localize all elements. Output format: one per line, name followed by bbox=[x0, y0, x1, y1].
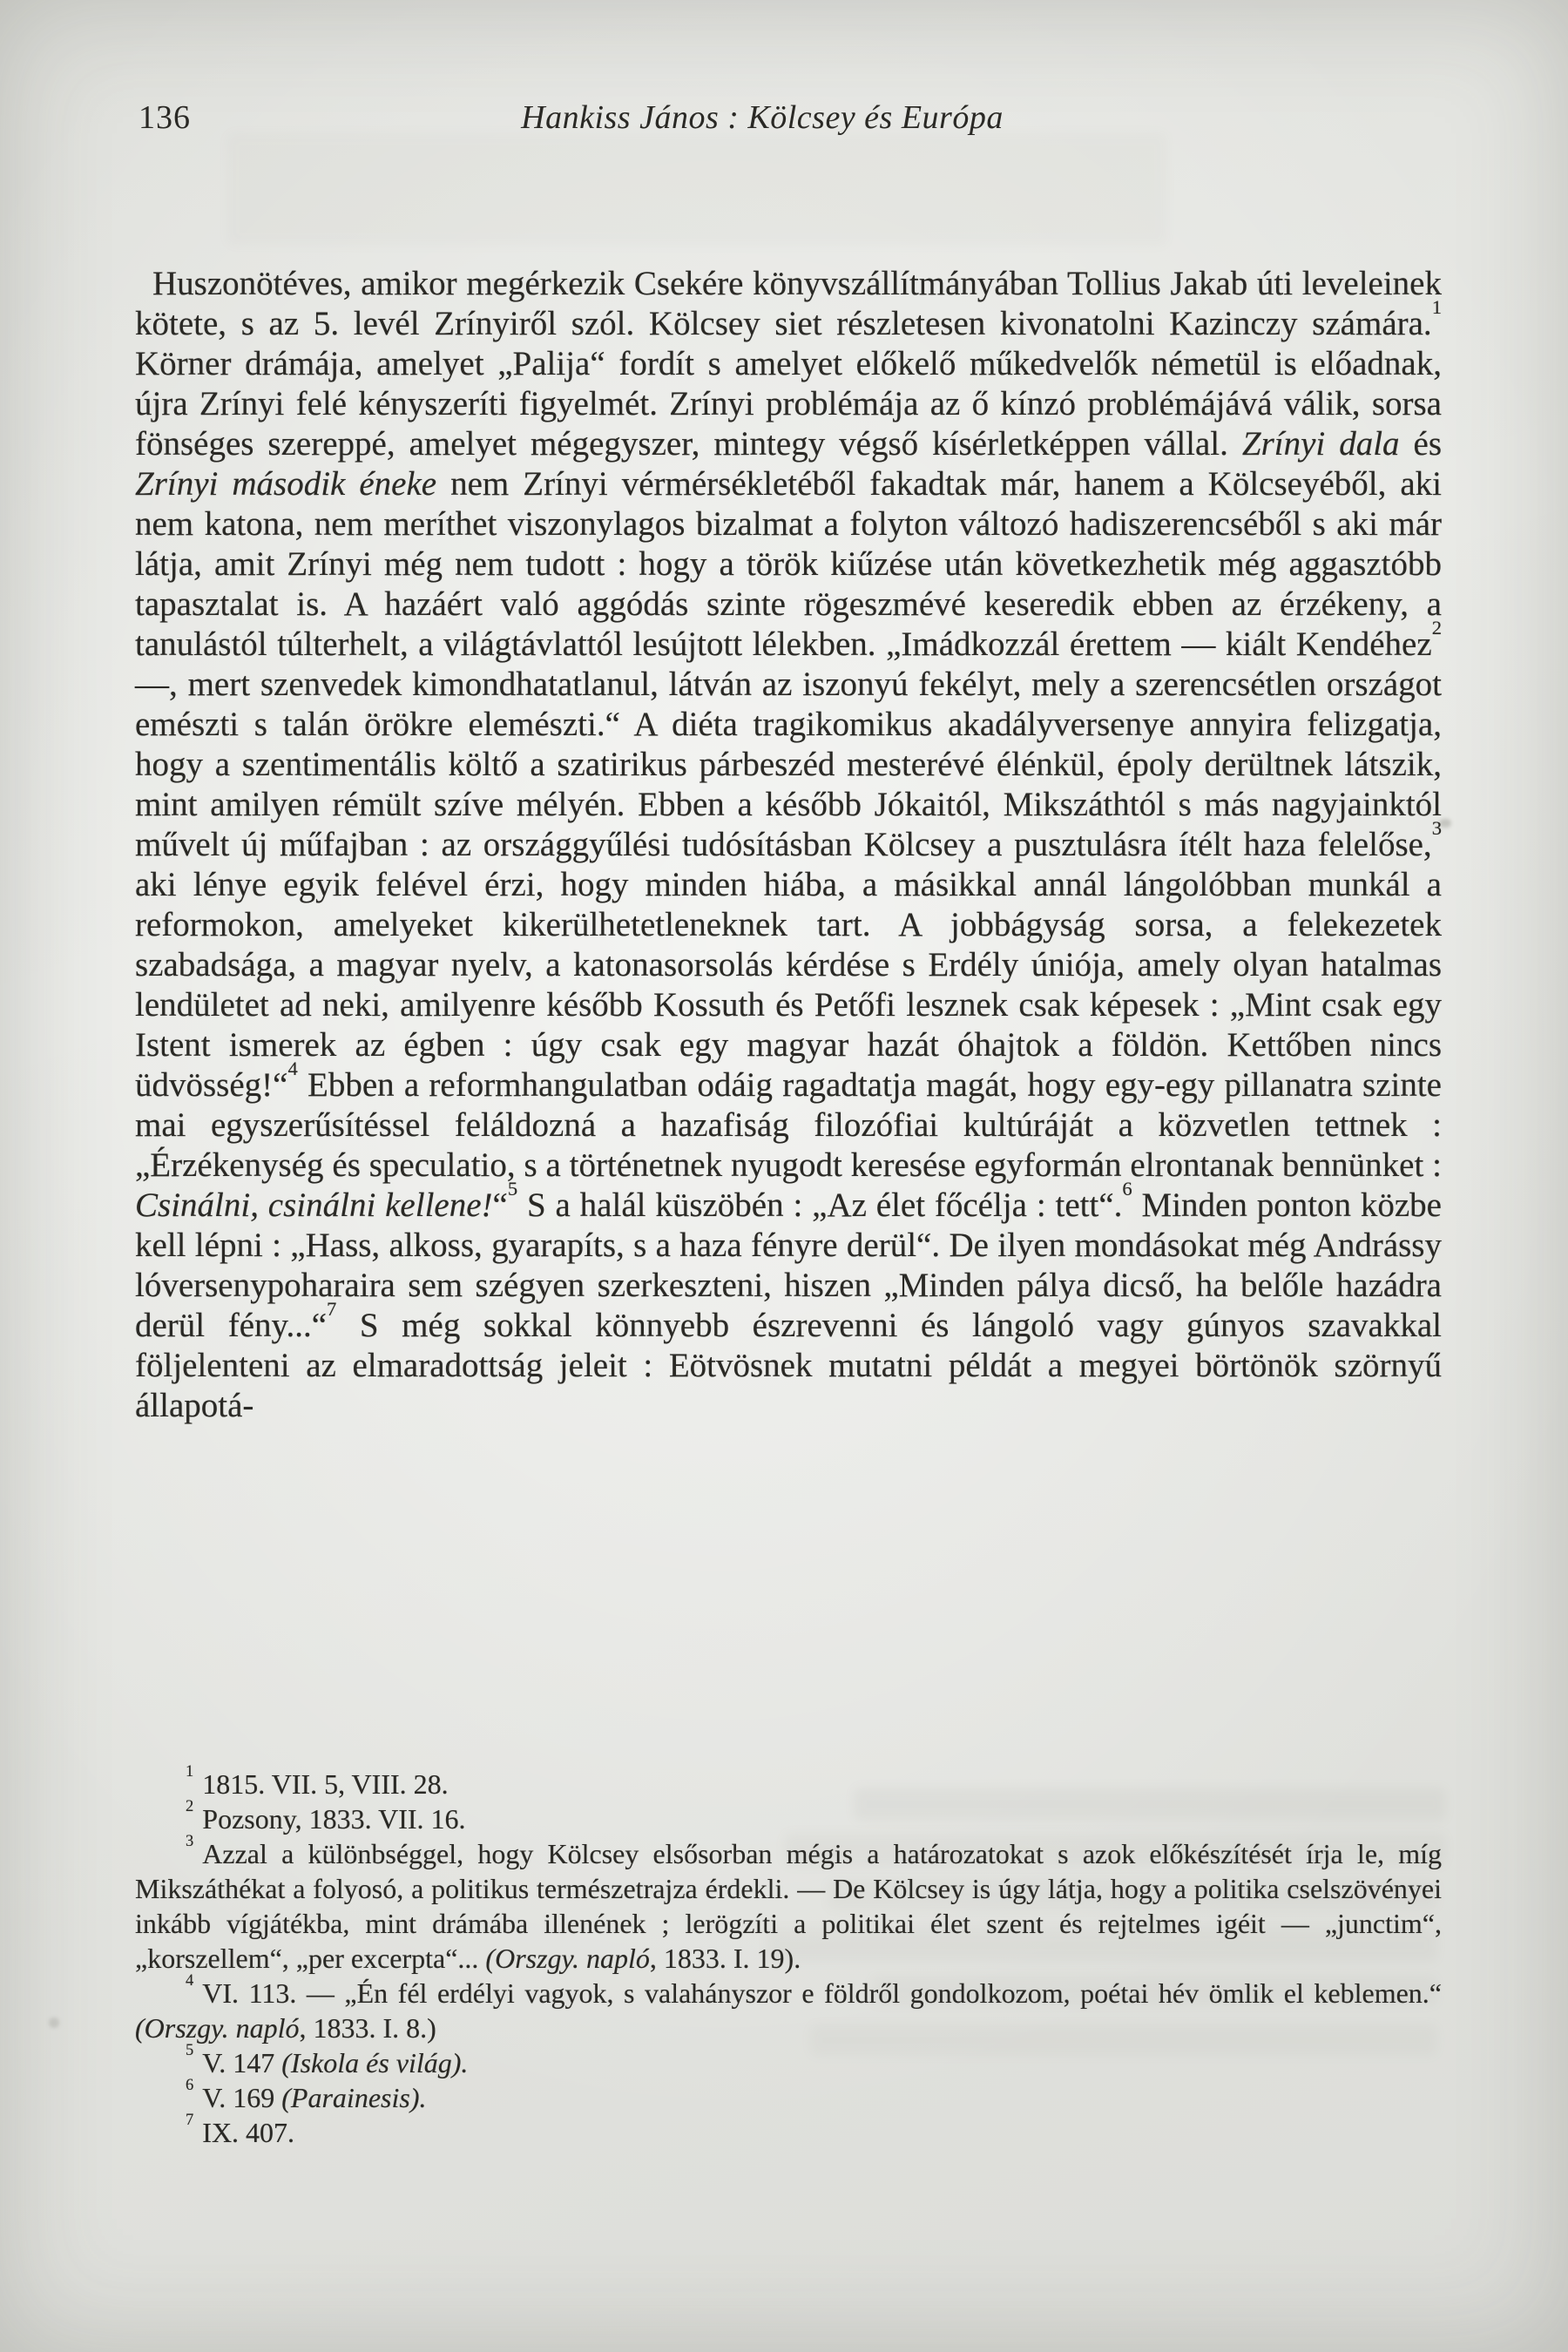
footnote-text bbox=[202, 2117, 294, 2148]
text-segment: V. 169 bbox=[202, 2082, 282, 2113]
footnote bbox=[135, 1971, 1442, 2045]
text-segment: S a halál küszöbén : „Az élet főcélja : tett“. bbox=[517, 1186, 1123, 1224]
text-segment: Körner drámája, amelyet „Palija“ fordít s amelyet előkelő műkedvelők németül is előadnak, újra Zrínyi felé kényszeríti figyelmét. Zrínyi problémája az ő kínzó problémájává válik, sorsa fönséges szereppé, amelyet mégegyszer, mintegy végső kísérletképpen vállal. bbox=[135, 345, 1442, 463]
footnote-text bbox=[202, 2082, 426, 2113]
text-segment: és bbox=[1399, 425, 1443, 463]
running-title: Hankiss János : Kölcsey és Európa bbox=[521, 99, 1004, 136]
text-segment: nem Zrínyi vérmérsékletéből fakadtak már, hanem a Kölcseyéből, aki nem katona, nem meríthet viszonylagos bizalmat a folyton változó hadiszerencséből s aki már látja, amit Zrínyi még nem tudott : hogy a török kiűzése után következhetik még aggasztóbb tapasztalat is. A hazáért való aggódás szinte rögeszmévé keseredik ebben az érzékeny, a tanulástól túlterhelt, a világtávlattól lesújtott lélekben. „Imádkozzál érettem — kiált Kendéhez bbox=[135, 465, 1442, 663]
footnote-reference-marker: 7 bbox=[327, 1297, 337, 1320]
paper-speck bbox=[49, 2017, 59, 2028]
text-segment: (Orszgy. napló bbox=[135, 2012, 300, 2044]
text-segment: Zrínyi második éneke bbox=[135, 465, 437, 503]
footnote-reference-marker: 3 bbox=[1431, 816, 1442, 839]
footnote-reference-marker: 1 bbox=[1431, 295, 1442, 318]
footnote-reference-marker: 4 bbox=[287, 1057, 298, 1079]
text-segment: Zrínyi dala bbox=[1241, 425, 1400, 463]
footnote-text bbox=[135, 1838, 1442, 1974]
text-segment: (Parainesis). bbox=[281, 2082, 427, 2113]
footnote-text bbox=[202, 1803, 465, 1835]
text-segment: VI. 113. — „Én fél erdélyi vagyok, s valahányszor e földről gondolkozom, poétai hév ömlik el keblemen.“ bbox=[202, 1977, 1442, 2009]
page-number: 136 bbox=[139, 99, 191, 136]
text-segment: Huszonötéves, amikor megérkezik Csekére könyvszállítmányában Tollius Jakab úti leveleinek kötete, s az 5. levél Zrínyiről szól. Kölcsey siet részletesen kivonatolni Kazinczy számára. bbox=[135, 265, 1442, 342]
footnote bbox=[135, 1797, 1442, 1836]
footnote bbox=[135, 2076, 1442, 2115]
text-segment: Ebben a reformhangulatban odáig ragadtatja magát, hogy egy-egy pillanatra szinte mai egyszerűsítéssel feláldozná a hazafiság filozófiai kultúráját a közvetlen tettnek : „Érzékenység és speculatio, s a történetnek nyugodt keresése egyformán elrontanak bennünket : bbox=[135, 1066, 1442, 1184]
footnote-marker: 7 bbox=[186, 2111, 194, 2129]
footnote bbox=[135, 2041, 1442, 2080]
text-segment: “ bbox=[492, 1186, 508, 1224]
footnote-text bbox=[202, 1768, 448, 1800]
footnote-marker: 5 bbox=[186, 2041, 194, 2059]
footnote-reference-marker: 6 bbox=[1122, 1177, 1132, 1200]
bleed-through-ghost bbox=[226, 132, 1167, 246]
footnote-marker: 6 bbox=[186, 2076, 194, 2094]
text-segment: Minden ponton közbe kell lépni : „Hass, alkoss, gyarapíts, s a haza fényre derül“. De ilyen mondásokat még Andrássy lóversenypoharaira sem szégyen szerkeszteni, hiszen „Minden pálya dicső, ha belőle hazádra derül fény...“ bbox=[135, 1186, 1442, 1344]
text-segment: S még sokkal könnyebb észrevenni és lángoló vagy gúnyos szavakkal följelenteni az elmaradottság jeleit : Eötvösnek mutatni példát a megyei börtönök szörnyű állapotá- bbox=[135, 1307, 1442, 1424]
footnote bbox=[135, 2111, 1442, 2150]
footnote-marker: 4 bbox=[186, 1971, 194, 1990]
footnote bbox=[135, 1832, 1442, 1976]
text-segment: V. 147 bbox=[202, 2047, 282, 2078]
footnote-marker: 3 bbox=[186, 1832, 194, 1850]
footnote-reference-marker: 2 bbox=[1431, 616, 1442, 639]
text-segment: —, mert szenvedek kimondhatatlanul, látván az iszonyú fekélyt, mely a szerencsétlen országot emészti s talán örökre elemészti.“ A diéta tragikomikus akadályversenye annyira felizgatja, hogy a szentimentális költő a szatirikus párbeszéd mesterévé élénkül, époly derültnek látszik, mint amilyen rémült szíve mélyén. Ebben a később Jókaitól, Mikszáthtól s más nagyjainktól művelt új műfajban : az országgyűlési tudósításban Kölcsey a pusztulásra ítélt haza felelőse, bbox=[135, 666, 1442, 863]
text-segment: (Iskola és világ). bbox=[281, 2047, 469, 2078]
text-segment: (Orszgy. napló bbox=[485, 1943, 650, 1974]
text-segment: aki lénye egyik felével érzi, hogy minden hiába, a másikkal annál lángolóbban munkál a reformokon, amelyeket kikerülhetetleneknek tart. A jobbágyság sorsa, a felekezetek szabadsága, a magyar nyelv, a katonasorsolás kérdése s Erdély úniója, amely olyan hatalmas lendületet ad neki, amilyenre később Kossuth és Petőfi lesznek csak képesek : „Mint csak egy Istent ismerek az égben : úgy csak egy magyar hazát óhajtok a földön. Kettőben nincs üdvösség!“ bbox=[135, 866, 1442, 1104]
footnote-reference-marker: 5 bbox=[507, 1177, 518, 1200]
text-segment: , 1833. I. 8.) bbox=[299, 2012, 436, 2044]
main-paragraph bbox=[135, 264, 1442, 1426]
running-header bbox=[135, 98, 1442, 141]
text-segment: Pozsony, 1833. VII. 16. bbox=[202, 1803, 466, 1835]
footnote-text bbox=[135, 1977, 1442, 2044]
text-segment: IX. 407. bbox=[202, 2117, 295, 2148]
footnote bbox=[135, 1762, 1442, 1801]
text-segment: Csinálni, csinálni kellene! bbox=[135, 1186, 493, 1224]
footnotes-section bbox=[135, 1762, 1442, 2150]
text-segment: 1815. VII. 5, VIII. 28. bbox=[202, 1768, 449, 1800]
text-segment: , 1833. I. 19). bbox=[649, 1943, 801, 1974]
text-segment: Azzal a különbséggel, hogy Kölcsey elsősorban mégis a határozatokat s azok előkészítését írja le, míg Mikszáthékat a folyosó, a politikus természetrajza érdekli. — De Kölcsey is úgy látja, hogy a politika cselszövényei inkább vígjátékba, mint drámába illenének ; lerögzíti a politikai élet szent és rejtelmes igéit — „junctim“, „korszellem“, „per excerpta“... bbox=[135, 1838, 1442, 1974]
footnote-marker: 1 bbox=[186, 1762, 194, 1781]
footnote-text bbox=[202, 2047, 468, 2078]
footnote-marker: 2 bbox=[186, 1797, 194, 1815]
